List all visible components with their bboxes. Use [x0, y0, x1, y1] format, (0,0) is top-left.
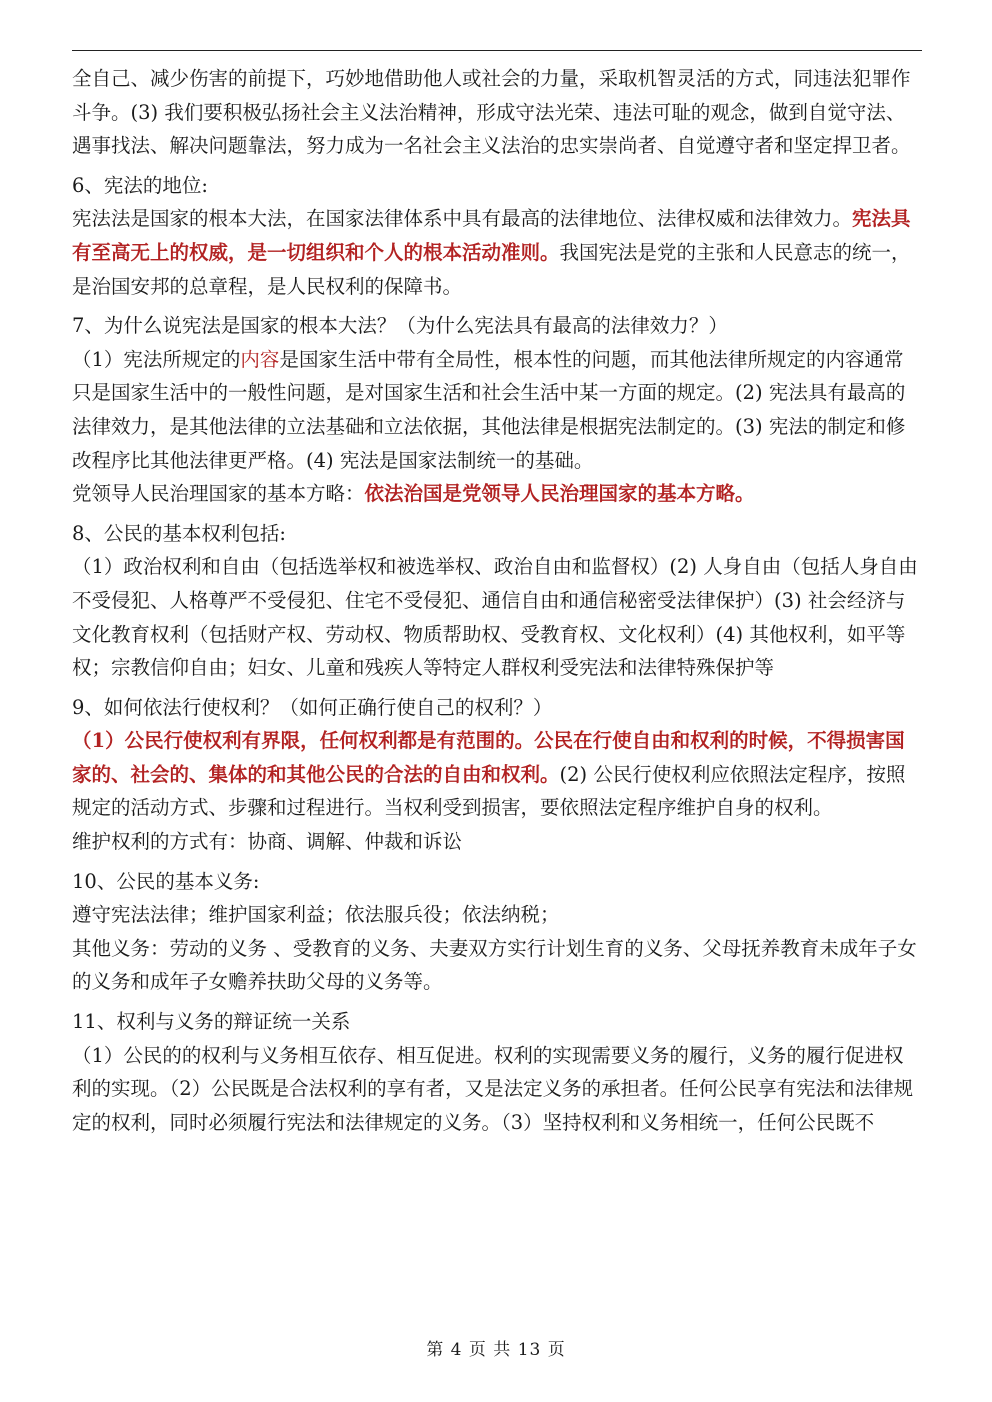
paragraph-8: （1）政治权利和自由（包括选举权和被选举权、政治自由和监督权）(2) 人身自由（包括人身自由不受侵犯、人格尊严不受侵犯、住宅不受侵犯、通信自由和通信秘密受法律保护）(3) 社会经济与文化教育权利（包括财产权、劳动权、物质帮助权、受教育权、文化权利）(4) 其他权利，如平等权；宗教信仰自由；妇女、儿童和残疾人等特定人群权利受宪法和法律特殊保护等	[72, 555, 918, 680]
paragraph-9	[72, 724, 922, 825]
paragraph-10a: 遵守宪法法律；维护国家利益；依法服兵役；依法纳税；	[72, 903, 560, 927]
emphasis-9a: （1）公民行使权利有界限，任何权利都是有范围的。公民在行使自由和权利的时候，不得损害国家的、社会的、集体的和其他公民的合法的自由和权利。	[72, 729, 905, 786]
text-7a: （1）宪法所规定的	[72, 347, 241, 371]
heading-7: 7、为什么说宪法是国家的根本大法？（为什么宪法具有最高的法律效力？）	[72, 314, 728, 338]
paragraph-10b: 其他义务：劳动的义务 、受教育的义务、夫妻双方实行计划生育的义务、父母抚养教育未成年子女的义务和成年子女赡养扶助父母的义务等。	[72, 936, 917, 994]
paragraph-7-strategy	[72, 477, 922, 511]
paragraph-continuation: 全自己、减少伤害的前提下，巧妙地借助他人或社会的力量，采取机智灵活的方式，同违法犯罪作斗争。(3) 我们要积极弘扬社会主义法治精神，形成守法光荣、违法可耻的观念，做到自觉守法、遇事找法、解决问题靠法，努力成为一名社会主义法治的忠实崇尚者、自觉遵守者和坚定捍卫者。	[72, 67, 911, 158]
heading-10: 10、公民的基本义务:	[72, 869, 260, 893]
heading-8: 8、公民的基本权利包括:	[72, 521, 286, 545]
paragraph-6	[72, 202, 922, 303]
header-rule	[72, 50, 922, 51]
text-9b: (2) 公民行使权利应依照法定程序，按照规定的活动方式、步骤和过程进行。当权利受到损害，要依照法定程序维护自身的权利。	[72, 762, 906, 820]
text-6a: 宪法法是国家的根本大法，在国家法律体系中具有最高的法律地位、法律权威和法律效力。	[72, 207, 853, 231]
heading-9: 9、如何依法行使权利？（如何正确行使自己的权利？）	[72, 695, 553, 719]
emphasis-6b: 宪法具有至高无上的权威，是一切组织和个人的根本活动准则。	[72, 207, 911, 264]
heading-6: 6、宪法的地位:	[72, 173, 208, 197]
paragraph-7	[72, 343, 922, 477]
paragraph-9-methods: 维护权利的方式有：协商、调解、仲裁和诉讼	[72, 830, 463, 854]
text-6c: 我国宪法是党的主张和人民意志的统一，是治国安邦的总章程，是人民权利的保障书。	[72, 240, 911, 298]
text-7c: 是国家生活中带有全局性，根本性的问题，而其他法律所规定的内容通常只是国家生活中的一般性问题，是对国家生活和社会生活中某一方面的规定。(2) 宪法具有最高的法律效力，是其他法律的立法基础和立法依据，其他法律是根据宪法制定的。(3) 宪法的制定和修改程序比其他法律更严格。(4) 宪法是国家法制统一的基础。	[72, 347, 906, 472]
heading-11: 11、权利与义务的辩证统一关系	[72, 1010, 351, 1034]
page-footer: 第 4 页 共 13 页	[426, 1340, 566, 1360]
paragraph-11: （1）公民的的权利与义务相互依存、相互促进。权利的实现需要义务的履行，义务的履行促进权利的实现。（2）公民既是合法权利的享有者，又是法定义务的承担者。任何公民享有宪法和法律规定的权利，同时必须履行宪法和法律规定的义务。（3）坚持权利和义务相统一，任何公民既不	[72, 1043, 914, 1134]
emphasis-7b: 内容	[240, 347, 280, 371]
emphasis-7e: 依法治国是党领导人民治理国家的基本方略。	[364, 482, 755, 506]
text-7d: 党领导人民治理国家的基本方略：	[72, 482, 365, 506]
document-body	[72, 62, 922, 1139]
